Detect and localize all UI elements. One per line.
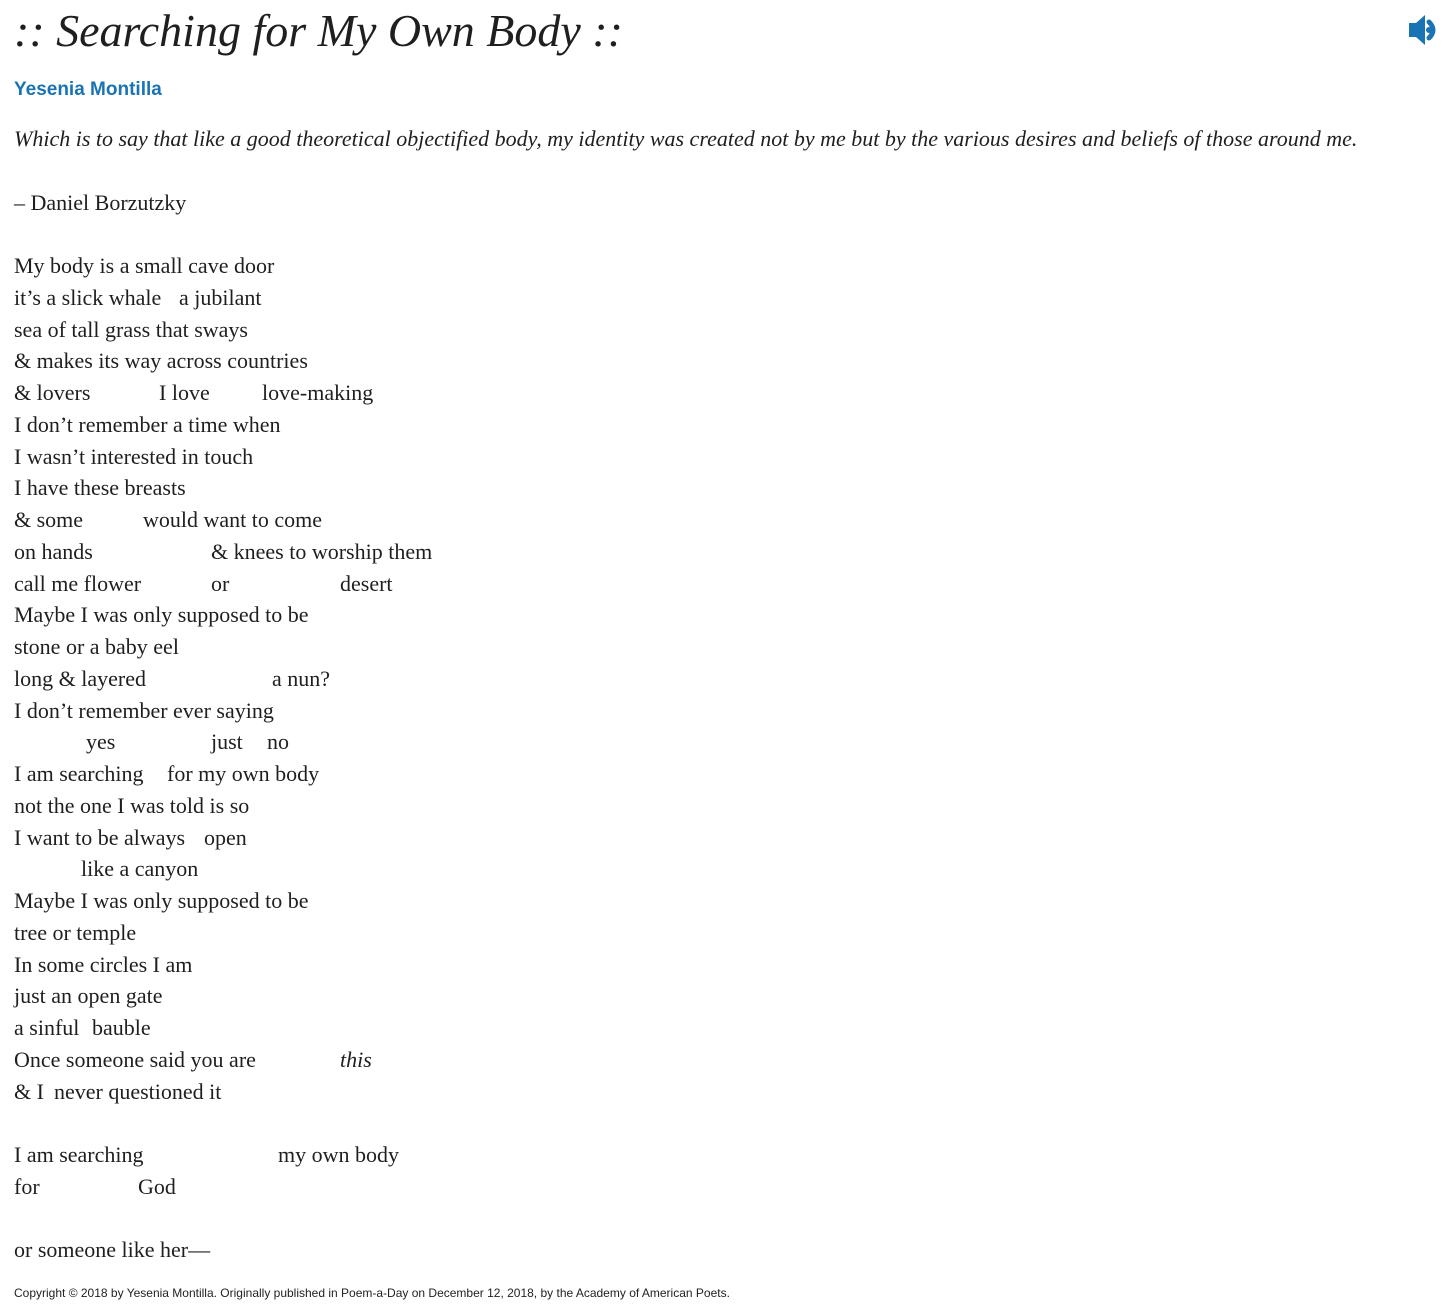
stanza-break [14,1203,1014,1235]
poem-line [14,822,1014,854]
poem-line [14,1076,1014,1108]
poem-line-segment: no [267,729,289,755]
poem-line [14,1171,1014,1203]
poem-line [14,441,1014,473]
poem-line-segment: God [138,1173,176,1199]
poem-line-segment: In some circles I am [14,951,193,977]
poem-line [14,917,1014,949]
poem-line [14,314,1014,346]
poem-line-segment: a sinful [14,1015,80,1040]
poem-line [14,1044,1014,1076]
poem-line-segment: or [211,570,230,596]
poem-line-segment: yes [86,729,116,755]
poem-line [14,536,1014,568]
poem-line [14,790,1014,822]
poem-line [14,1234,1014,1266]
poem-line-segment: just [211,729,243,755]
poem-line-segment: a nun? [272,665,331,691]
poem-line-segment: & I [14,1078,44,1104]
poem-line-segment: I am searching [14,761,144,786]
poem-line [14,980,1014,1012]
poem-line-segment: a jubilant [179,284,262,310]
poem-line-segment: & lovers [14,380,91,405]
poem-line [14,663,1014,695]
poem-line-segment: this [340,1046,372,1072]
poem-line-segment: open [204,824,247,850]
poem-line-segment: I wasn’t interested in touch [14,443,254,469]
poem-line-segment: bauble [92,1015,151,1040]
poem-line-segment: just an open gate [14,983,163,1009]
poem-line [14,695,1014,727]
poem-line-segment: My body is a small cave door [14,253,275,278]
stanza-break [14,1107,1014,1139]
poem-line-segment: I don’t remember a time when [14,411,281,437]
poem-line-segment: for [14,1173,40,1199]
author-link[interactable]: Yesenia Montilla [14,79,162,100]
poem-line-segment: on hands [14,538,93,564]
epigraph-quote: Which is to say that like a good theoretical objectified body, my identity was created not by me but by the various desires and beliefs of those around me. [14,126,1358,151]
poem-line-segment: for my own body [167,761,320,786]
poem-line [14,250,1014,282]
poem-line-segment: I don’t remember ever saying [14,697,274,723]
poem-line [14,726,1014,758]
poem-line [14,568,1014,600]
poem-line-segment: Maybe I was only supposed to be [14,888,309,913]
poem-line [14,345,1014,377]
poem-line-segment: like a canyon [81,856,199,882]
poem-line-segment: desert [340,570,393,596]
poem-line-segment: I love [159,380,210,405]
poem-line-segment: it’s a slick whale [14,284,162,310]
poem-line-segment: never questioned it [54,1078,222,1104]
poem-line-segment: I have these breasts [14,475,186,501]
poem-line [14,599,1014,631]
poem-line [14,377,1014,409]
poem-line [14,1139,1014,1171]
poem-line-segment: or someone like her— [14,1237,211,1263]
copyright-notice: Copyright © 2018 by Yesenia Montilla. Originally published in Poem-a-Day on December 12, 2018, by the Academy of American Poets. [14,1286,730,1300]
poem-line [14,631,1014,663]
poem-line [14,758,1014,790]
poem-line-segment: stone or a baby eel [14,634,179,659]
poem-line [14,885,1014,917]
poem-line-segment: Once someone said you are [14,1046,256,1072]
epigraph-attribution: – Daniel Borzutzky [14,190,187,215]
poem-line-segment: long & layered [14,665,146,691]
poem-line-segment: sea of tall grass that sways [14,316,248,342]
poem-line [14,472,1014,504]
poem-line-segment: not the one I was told is so [14,792,250,818]
poem-line-segment: call me flower [14,570,142,596]
poem-line-segment: & some [14,507,84,532]
poem-body [14,250,1014,1266]
poem-line [14,1012,1014,1044]
poem-line-segment: Maybe I was only supposed to be [14,602,309,628]
poem-line-segment: & makes its way across countries [14,348,308,374]
poem-line [14,504,1014,536]
speaker-icon[interactable] [1405,10,1445,50]
poem-line-segment: I want to be always [14,824,186,850]
poem-line-segment: my own body [278,1142,399,1167]
poem-line [14,949,1014,981]
poem-title: :: Searching for My Own Body :: [14,5,623,56]
poem-line [14,282,1014,314]
poem-line [14,409,1014,441]
poem-line-segment: & knees to worship them [211,538,433,564]
poem-line-segment: I am searching [14,1142,144,1167]
poem-line-segment: tree or temple [14,919,137,945]
poem-line [14,853,1014,885]
poem-line-segment: love-making [262,380,374,405]
poem-line-segment: would want to come [143,507,323,532]
